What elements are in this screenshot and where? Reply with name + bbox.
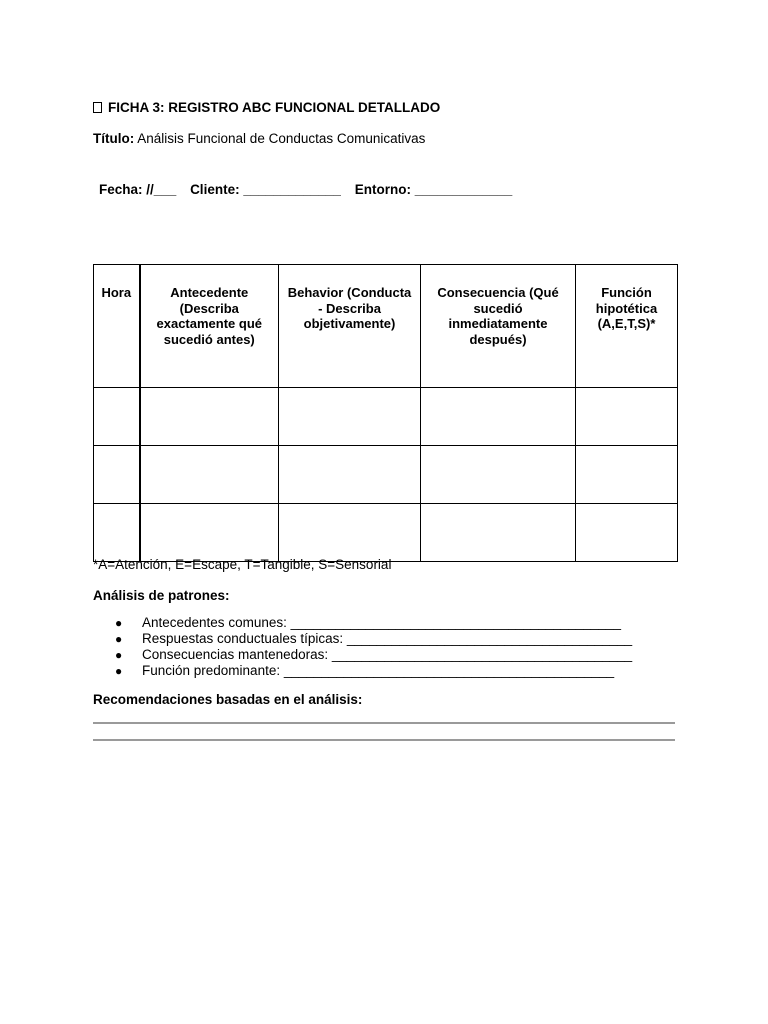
recommendation-line[interactable] (93, 722, 675, 724)
header-funcion: Función hipotética (A,E,T,S)* (576, 265, 678, 388)
table-cell[interactable] (94, 446, 140, 504)
patterns-list (93, 615, 632, 679)
list-item (93, 663, 632, 679)
table-cell[interactable] (576, 446, 678, 504)
list-item-text: Antecedentes comunes: ____________________________________________ (142, 615, 621, 630)
table-cell[interactable] (576, 504, 678, 562)
recommendation-line[interactable] (93, 739, 675, 741)
list-item (93, 631, 632, 647)
heading-text: FICHA 3: REGISTRO ABC FUNCIONAL DETALLADO (108, 100, 441, 115)
table-header-row (94, 265, 678, 388)
list-item (93, 615, 632, 631)
list-item (93, 647, 632, 663)
table-cell[interactable] (94, 388, 140, 446)
table-cell[interactable] (279, 388, 421, 446)
table-cell[interactable] (421, 388, 576, 446)
function-footnote: *A=Atención, E=Escape, T=Tangible, S=Sensorial (93, 557, 392, 572)
header-antecedente: Antecedente (Describa exactamente qué sucedió antes) (140, 265, 279, 388)
table-cell[interactable] (279, 446, 421, 504)
bullet-icon: ● (115, 664, 123, 678)
table-row (94, 388, 678, 446)
meta-line (99, 182, 522, 197)
header-consecuencia: Consecuencia (Qué sucedió inmediatamente después) (421, 265, 576, 388)
table-cell[interactable] (140, 504, 279, 562)
recommendations-title: Recomendaciones basadas en el análisis: (93, 692, 363, 707)
list-item-text: Respuestas conductuales típicas: ______________________________________ (142, 631, 633, 646)
bullet-icon: ● (115, 616, 123, 630)
entorno-field: Entorno: _____________ (354, 182, 513, 197)
title-line (93, 131, 425, 146)
fecha-field: Fecha: //___ (99, 182, 177, 197)
list-item-text: Consecuencias mantenedoras: ________________________________________ (142, 647, 633, 662)
document-heading (93, 100, 440, 115)
title-value: Análisis Funcional de Conductas Comunicativas (137, 131, 426, 146)
table-row (94, 504, 678, 562)
title-label: Título: (93, 131, 135, 146)
bullet-icon: ● (115, 632, 123, 646)
header-hora: Hora (94, 265, 140, 388)
table-cell[interactable] (279, 504, 421, 562)
cliente-field: Cliente: _____________ (190, 182, 341, 197)
analysis-title: Análisis de patrones: (93, 588, 230, 603)
table-cell[interactable] (94, 504, 140, 562)
abc-table (93, 264, 678, 562)
table-cell[interactable] (421, 446, 576, 504)
table-row (94, 446, 678, 504)
bullet-icon: ● (115, 648, 123, 662)
table-cell[interactable] (140, 388, 279, 446)
table-cell[interactable] (421, 504, 576, 562)
list-item-text: Función predominante: ____________________________________________ (142, 663, 615, 678)
missing-glyph-icon (93, 102, 102, 113)
header-behavior: Behavior (Conducta - Describa objetivamente) (279, 265, 421, 388)
table-cell[interactable] (576, 388, 678, 446)
table-cell[interactable] (140, 446, 279, 504)
